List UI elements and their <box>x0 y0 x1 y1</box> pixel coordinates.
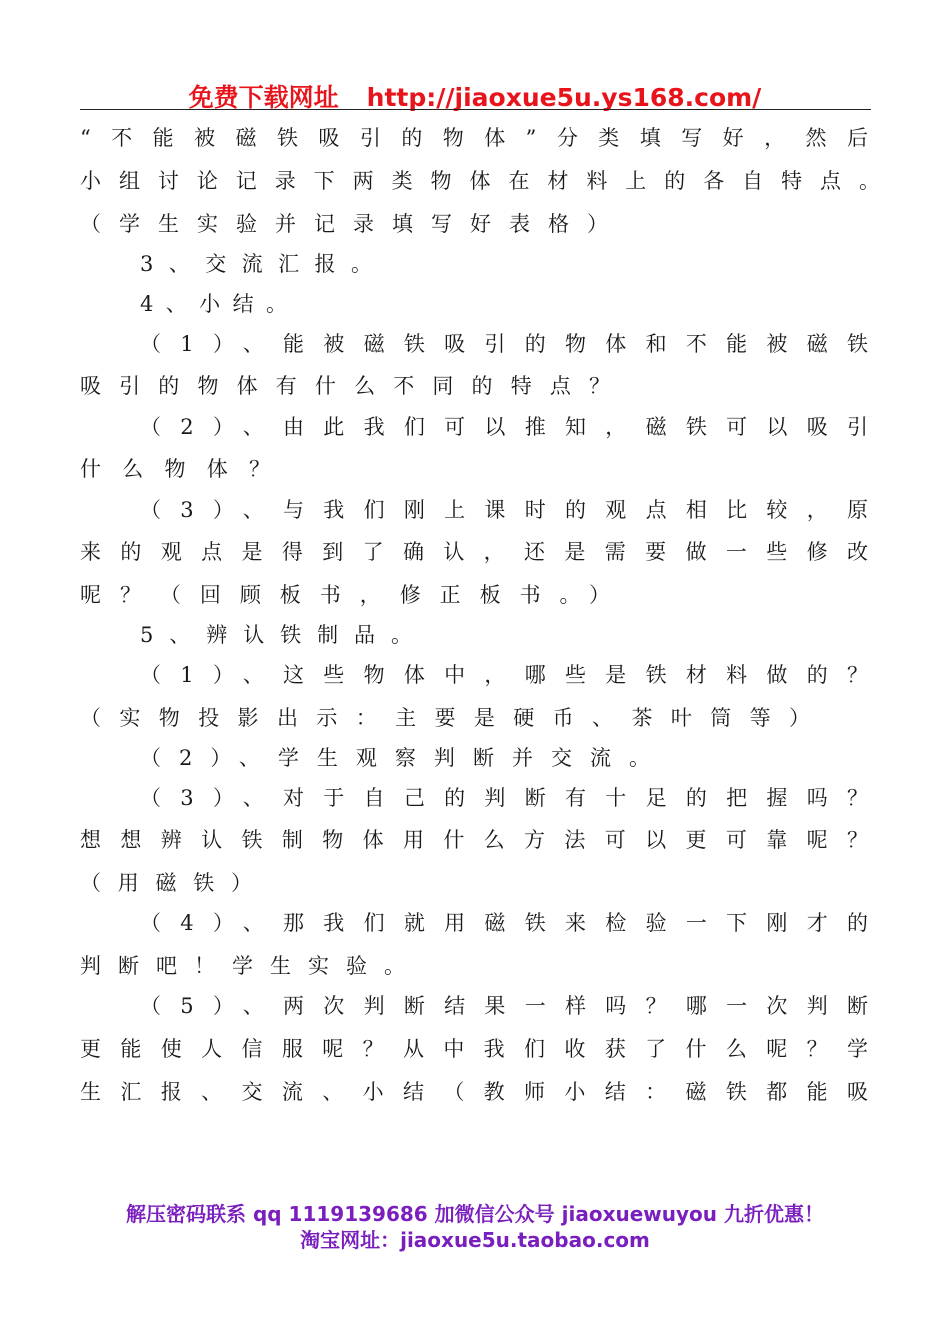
text-line: （学生实验并记录填写好表格） <box>80 212 608 236</box>
text-line: （5）、两次判断结果一样吗？哪一次判断 <box>140 994 868 1018</box>
text-line: 想想辨认铁制物体用什么方法可以更可靠呢？ <box>80 828 868 852</box>
text-line: （2）、由此我们可以推知，磁铁可以吸引 <box>140 415 868 439</box>
text-line: 呢？（回顾板书，修正板书。） <box>80 583 610 607</box>
text-line: （2）、学生观察判断并交流。 <box>140 746 650 770</box>
text-line: 来的观点是得到了确认，还是需要做一些修改 <box>80 540 868 564</box>
text-line: 判断吧！学生实验。 <box>80 954 405 978</box>
text-line: （4）、那我们就用磁铁来检验一下刚才的 <box>140 911 868 935</box>
text-line: （实物投影出示：主要是硬币、茶叶筒等） <box>80 706 810 730</box>
text-line: （3）、对于自己的判断有十足的把握吗？ <box>140 786 868 810</box>
text-line: 生汇报、交流、小结（教师小结：磁铁都能吸 <box>80 1080 868 1104</box>
text-line: （1）、这些物体中，哪些是铁材料做的？ <box>140 663 868 687</box>
text-line: （1）、能被磁铁吸引的物体和不能被磁铁 <box>140 332 868 356</box>
text-line: 更能使人信服呢？从中我们收获了什么呢？学 <box>80 1037 868 1061</box>
text-line: 小组讨论记录下两类物体在材料上的各自特点。 <box>80 169 880 193</box>
footer-shop-link[interactable]: 淘宝网址：jiaoxue5u.taobao.com <box>300 1228 650 1252</box>
text-line: 4、小结。 <box>140 292 287 316</box>
footer-contact: 解压密码联系 qq 1119139686 加微信公众号 jiaoxuewuyou 九折优惠！ <box>126 1202 824 1226</box>
header-title: 免费下载网址 <box>188 83 339 112</box>
text-line: （用磁铁） <box>80 871 252 895</box>
text-line: （3）、与我们刚上课时的观点相比较，原 <box>140 498 868 522</box>
text-line: 吸引的物体有什么不同的特点？ <box>80 374 610 398</box>
text-line: 3、交流汇报。 <box>140 252 372 276</box>
text-line: 什么物体？ <box>80 457 270 481</box>
header-url[interactable]: http://jiaoxue5u.ys168.com/ <box>366 83 762 112</box>
text-line: 5、辨认铁制品。 <box>140 623 412 647</box>
text-line: “不能被磁铁吸引的物体”分类填写好，然后 <box>80 126 868 150</box>
header-divider <box>80 109 871 110</box>
